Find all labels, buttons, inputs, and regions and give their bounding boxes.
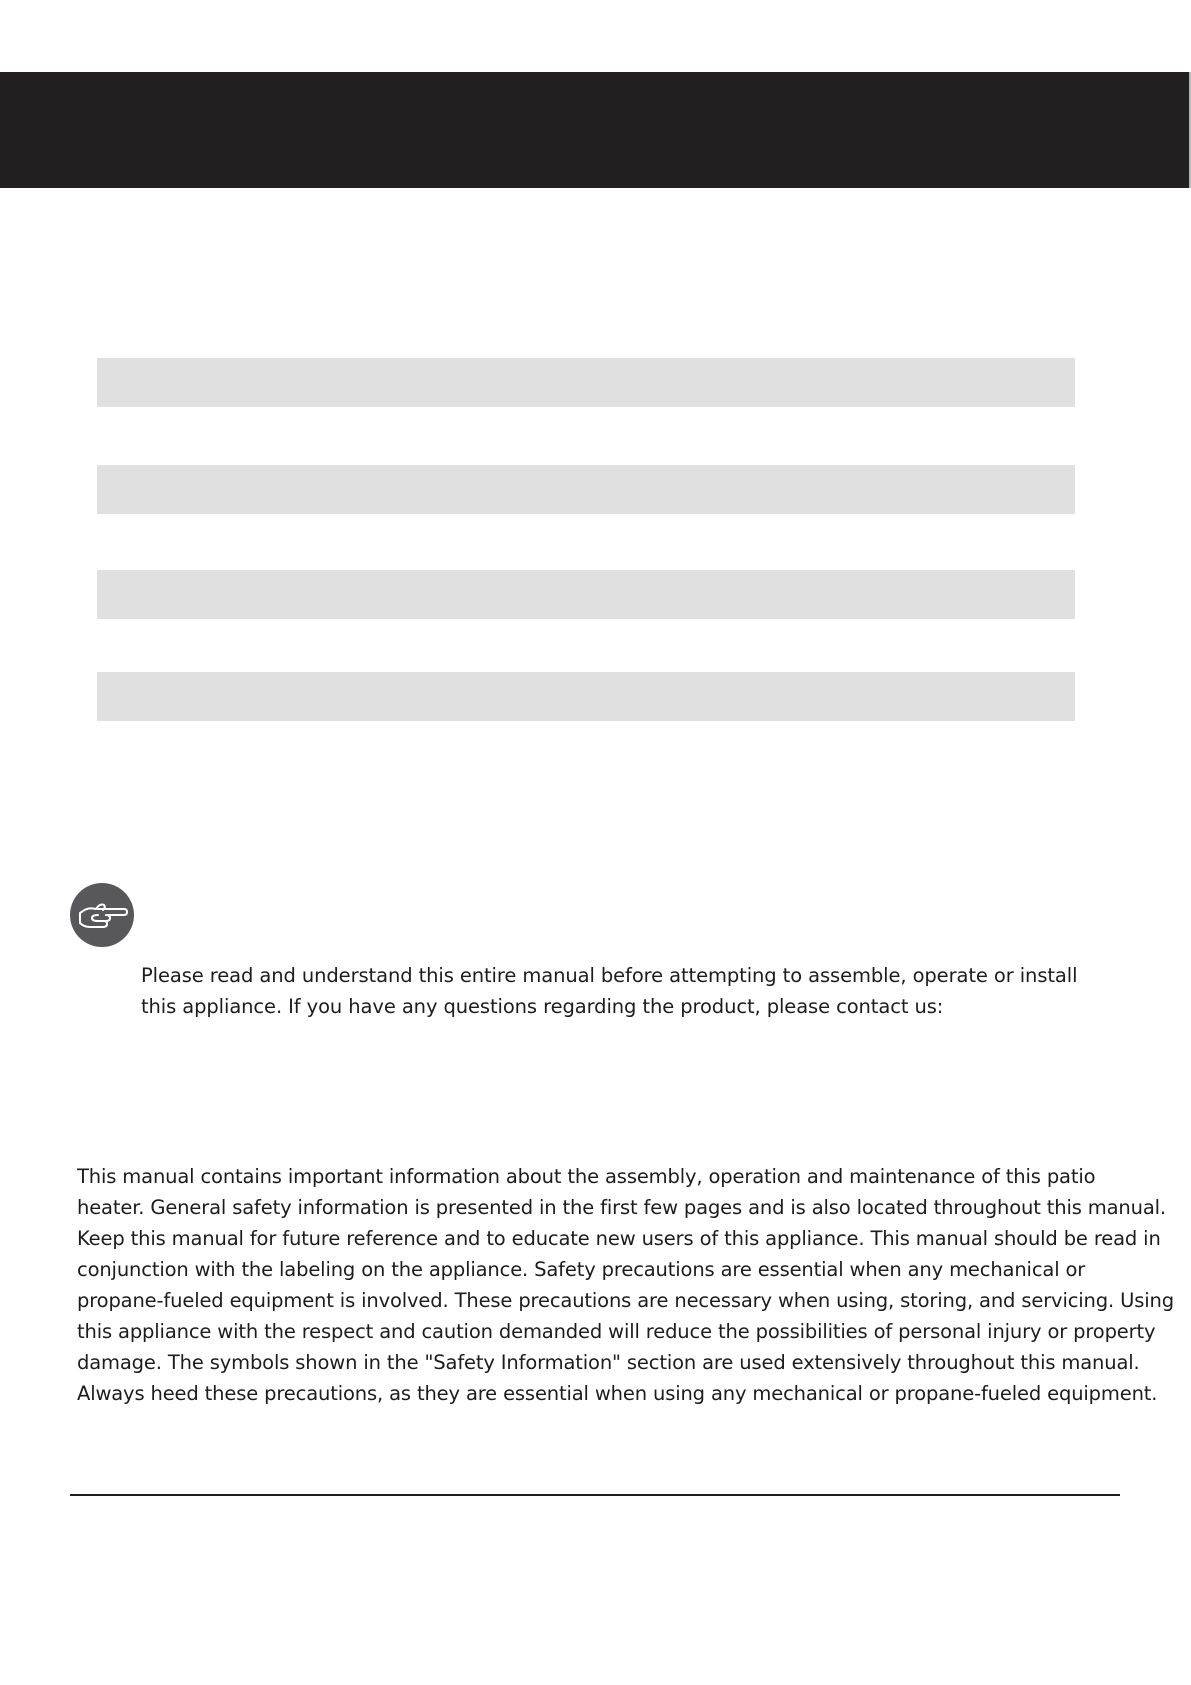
intro-line: propane-fueled equipment is involved. These precautions are necessary when using, storing, and servicing. Using (77, 1289, 1174, 1312)
footer-divider (70, 1494, 1120, 1496)
header-band (0, 72, 1189, 188)
intro-line: damage. The symbols shown in the "Safety Information" section are used extensively throughout this manual. (77, 1351, 1140, 1374)
blank-field-4[interactable] (97, 672, 1075, 721)
intro-line: this appliance with the respect and caution demanded will reduce the possibilities of personal injury or property (77, 1320, 1156, 1343)
intro-line: This manual contains important information about the assembly, operation and maintenance of this patio (77, 1165, 1096, 1188)
blank-field-2[interactable] (97, 465, 1075, 514)
intro-line: Keep this manual for future reference and to educate new users of this appliance. This manual should be read in (77, 1227, 1161, 1250)
blank-field-1[interactable] (97, 358, 1075, 407)
intro-paragraph (77, 1161, 1174, 1409)
notice-text: Please read and understand this entire manual before attempting to assemble, operate or install this appliance. If you have any questions regarding the product, please contact us: (141, 964, 1078, 1018)
pointing-hand-icon (70, 883, 134, 947)
intro-line: Always heed these precautions, as they are essential when using any mechanical or propane-fueled equipment. (77, 1382, 1158, 1405)
intro-line: heater. General safety information is presented in the first few pages and is also located throughout this manual. (77, 1196, 1166, 1219)
blank-field-3[interactable] (97, 570, 1075, 619)
intro-line: conjunction with the labeling on the appliance. Safety precautions are essential when any mechanical or (77, 1258, 1086, 1281)
